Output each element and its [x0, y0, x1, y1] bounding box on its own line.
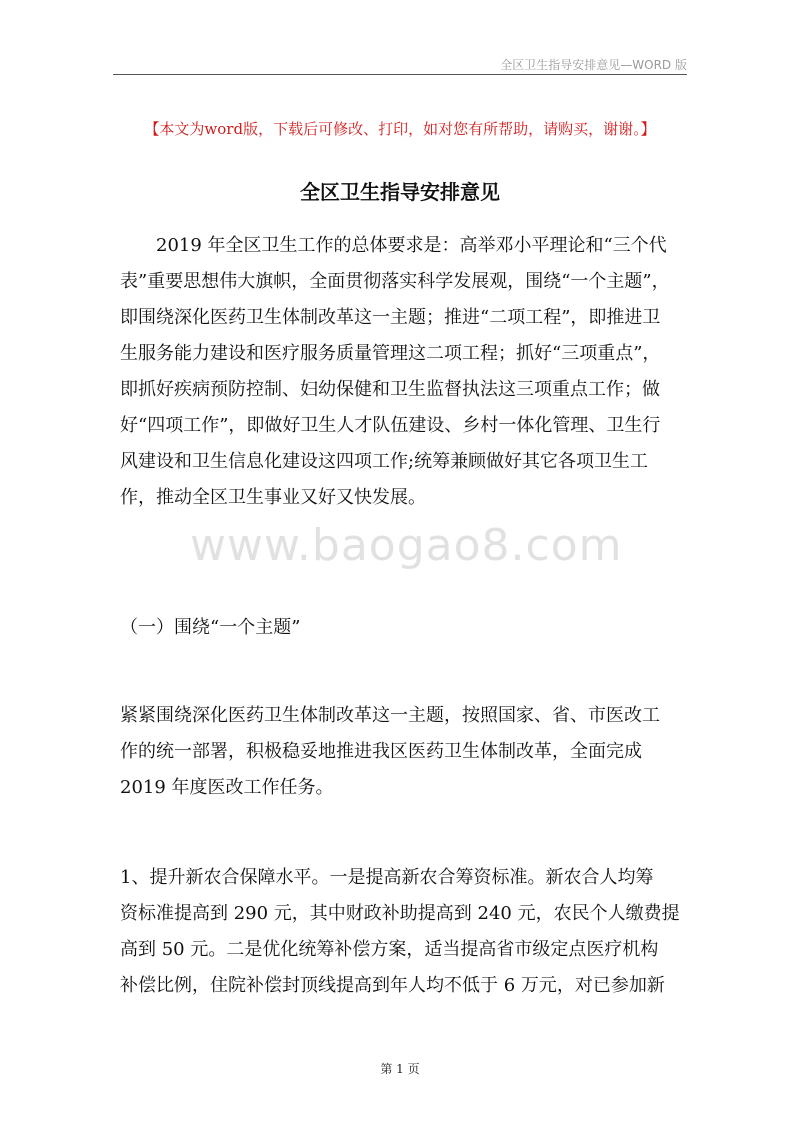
paragraph-line: 紧紧围绕深化医药卫生体制改革这一主题，按照国家、省、市医改工: [120, 705, 660, 726]
paragraph-line: 好“四项工作”，即做好卫生人才队伍建设、乡村一体化管理、卫生行: [120, 415, 661, 436]
item-paragraph: [120, 860, 680, 1004]
paragraph-line: 生服务能力建设和医疗服务质量管理这二项工程；抓好“三项重点”，: [120, 343, 661, 364]
paragraph-line: 2019 年全区卫生工作的总体要求是：高举邓小平理论和“三个代: [156, 235, 667, 256]
paragraph-line: 2019 年度医改工作任务。: [120, 777, 334, 798]
page-number: 第 1 页: [380, 1062, 420, 1076]
section-heading: （一）围绕“一个主题”: [120, 617, 301, 638]
paragraph-line: 风建设和卫生信息化建设这四项工作;统筹兼顾做好其它各项卫生工: [120, 451, 649, 472]
paragraph-line: 补偿比例，住院补偿封顶线提高到年人均不低于 6 万元，对已参加新: [120, 975, 665, 996]
purchase-notice: 【本文为word版，下载后可修改、打印，如对您有所帮助，请购买，谢谢。】: [144, 120, 656, 138]
paragraph-line: 表”重要思想伟大旗帜，全面贯彻落实科学发展观，围绕“一个主题”，: [120, 271, 670, 292]
intro-paragraph: [120, 228, 680, 516]
page-header: [113, 48, 687, 75]
paragraph-line: 作的统一部署，积极稳妥地推进我区医药卫生体制改革，全面完成: [120, 741, 642, 762]
paragraph-line: 资标准提高到 290 元，其中财政补助提高到 240 元，农民个人缴费提: [120, 903, 680, 924]
site-watermark: www.baogao8.com: [190, 520, 623, 571]
paragraph-line: 即围绕深化医药卫生体制改革这一主题；推进“二项工程”，即推进卫: [120, 307, 661, 328]
paragraph-line: 作，推动全区卫生事业又好又快发展。: [120, 487, 426, 508]
paragraph-line: 即抓好疾病预防控制、妇幼保健和卫生监督执法这三项重点工作；做: [120, 379, 660, 400]
section-paragraph: [120, 698, 680, 806]
paragraph-line: 高到 50 元。二是优化统筹补偿方案，适当提高省市级定点医疗机构: [120, 939, 659, 960]
header-title: 全区卫生指导安排意见—WORD 版: [500, 58, 687, 72]
paragraph-line: 1、提升新农合保障水平。一是提高新农合筹资标准。新农合人均筹: [120, 867, 654, 888]
document-title: 全区卫生指导安排意见: [300, 180, 500, 204]
